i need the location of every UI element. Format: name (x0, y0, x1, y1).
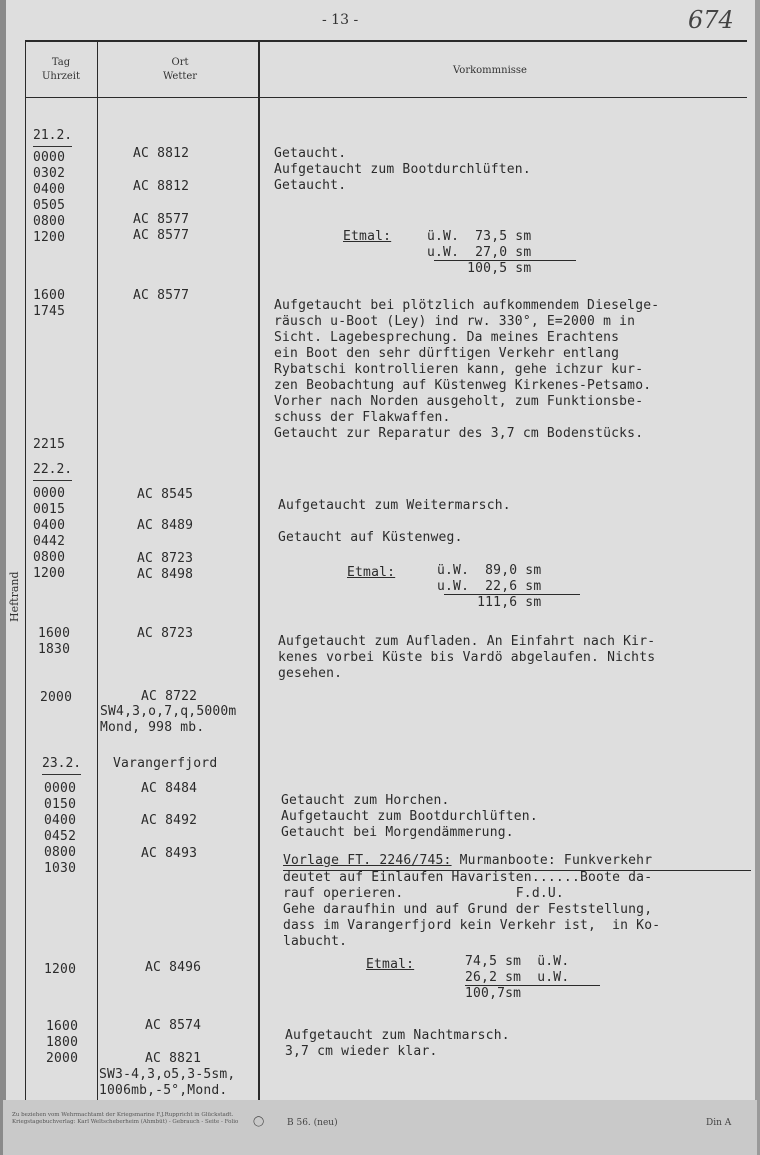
event-block-horchen: Getaucht zum Horchen. Aufgetaucht zum Bootdurchlüften. Getaucht bei Morgendämmerung. (281, 793, 538, 840)
table-left-border (25, 40, 26, 1100)
position-ac-8821: AC 8821 (145, 1051, 202, 1066)
position-ac-8577-c: AC 8577 (133, 288, 190, 303)
footer-paper-size: Din A (706, 1118, 732, 1128)
event-kuestenweg: Getaucht auf Küstenweg. (278, 530, 463, 545)
footer-imprint: Zu beziehen vom Wehrmachtamt der Kriegsmarine F.J.Ruppricht in Glückstadt. Kriegstagebuchverlag: Karl Weltscheberheim (Ahmbüt) - Gebrauch - Seite - Folio (12, 1112, 239, 1125)
position-ac-8722: AC 8722 (141, 689, 198, 704)
position-ac-8577-pair: AC 8577 AC 8577 (133, 212, 190, 243)
etmal-values-2: ü.W. 89,0 sm u.W. 22,6 sm 111,6 sm (437, 563, 542, 610)
position-ac-8723-b: AC 8723 (137, 626, 194, 641)
footer-form-code: B 56. (neu) (287, 1118, 338, 1128)
date-22-2: 22.2. (33, 462, 73, 477)
date-21-2: 21.2. (33, 128, 73, 143)
position-ac-8489: AC 8489 (137, 518, 194, 533)
weather-22-2: SW4,3,o,7,q,5000m Mond, 998 mb. (100, 704, 237, 735)
event-block-1: Getaucht. Aufgetaucht zum Bootdurchlüften. Getaucht. (274, 146, 531, 193)
event-block-nachtmarsch: Aufgetaucht zum Nachtmarsch. 3,7 cm wieder klar. (285, 1028, 510, 1059)
event-block-aufladen: Aufgetaucht zum Aufladen. An Einfahrt nach Kir- kenes vorbei Küste bis Vardö abgelaufen. Nichts gesehen. (278, 634, 656, 681)
event-weitermarsch: Aufgetaucht zum Weitermarsch. (278, 498, 511, 513)
weather-23-2: SW3-4,3,o5,3-5sm, 1006mb,-5°,Mond. (99, 1067, 236, 1098)
times-1600-1830: 1600 1830 (38, 626, 71, 657)
etmal-sum-rule-3 (465, 985, 600, 986)
vorlage-ft-reference: Vorlage FT. 2246/745: (283, 853, 452, 868)
time-1200-c: 1200 (44, 962, 77, 977)
etmal-label-3: Etmal: (366, 957, 415, 972)
header-ort-wetter: Ort Wetter (162, 57, 198, 82)
position-ac-8492: AC 8492 (141, 813, 198, 828)
archive-number: 674 (688, 6, 734, 34)
event-block-havaristen: deutet auf Einlaufen Havaristen......Boote da- rauf operieren. F.d.U. Gehe daraufhin und auf Grund der Feststellung, dass im Varangerfjord kein Verkehr ist, in Ko- labucht. (283, 870, 661, 949)
position-ac-8812-b: AC 8812 (133, 179, 190, 194)
page-edge-left (0, 0, 6, 1155)
vorlage-ft-text: Murmanboote: Funkverkehr (451, 853, 653, 868)
page-footer-strip (3, 1100, 757, 1155)
position-ac-8484: AC 8484 (141, 781, 198, 796)
footer-circle-mark: ◯ (253, 1116, 265, 1127)
event-vorlage-ft (283, 853, 652, 869)
times-block-3: 0000 0150 0400 0452 0800 1030 (44, 781, 77, 876)
etmal-label-2: Etmal: (347, 565, 396, 580)
header-bottom-rule (25, 97, 747, 98)
times-block-1: 0000 0302 0400 0505 0800 1200 (33, 150, 66, 245)
times-1600-1745: 1600 1745 (33, 288, 66, 319)
page-edge-right (755, 0, 760, 1155)
place-varangerfjord: Varangerfjord (113, 756, 218, 771)
etmal-sum-rule-1 (434, 260, 576, 261)
table-top-rule (25, 40, 747, 42)
position-ac-8574: AC 8574 (145, 1018, 202, 1033)
header-tag-uhrzeit: Tag Uhrzeit (41, 57, 81, 82)
page-number: - 13 - (322, 12, 359, 28)
etmal-values-1: ü.W. 73,5 sm u.W. 27,0 sm 100,5 sm (427, 229, 532, 276)
time-2000-a: 2000 (40, 690, 73, 705)
column-divider-2 (258, 40, 260, 1100)
date-23-2: 23.2. (42, 756, 82, 771)
position-ac-8493: AC 8493 (141, 846, 198, 861)
etmal-sum-rule-2 (444, 594, 580, 595)
header-vorkommnisse: Vorkommnisse (453, 65, 527, 76)
event-block-2: Aufgetaucht bei plötzlich aufkommendem Dieselge- räusch u-Boot (Ley) ind rw. 330°, E=2000 m in Sicht. Lagebesprechung. Da meines Erachtens ein Boot den sehr dürftigen Verkehr entlang Rybatschi kontrollieren kann, gehe ichzur kur- zen Beobachtung auf Küstenweg Kirkenes-Petsamo. Vorher nach Norden ausgeholt, zum Funktionsbe- schuss der Flakwaffen. Getaucht zur Reparatur des 3,7 cm Bodenstücks. (274, 298, 660, 441)
times-block-2: 0000 0015 0400 0442 0800 1200 (33, 486, 66, 581)
times-1600-1800-2000: 1600 1800 2000 (46, 1019, 79, 1066)
position-ac-8545: AC 8545 (137, 487, 194, 502)
etmal-values-3: 74,5 sm ü.W. 26,2 sm u.W. 100,7sm (465, 954, 570, 1001)
position-ac-8812-a: AC 8812 (133, 146, 190, 161)
position-ac-8496: AC 8496 (145, 960, 202, 975)
etmal-label-1: Etmal: (343, 229, 392, 244)
margin-label: Heftrand (8, 571, 21, 622)
position-ac-8723-8498: AC 8723 AC 8498 (137, 551, 194, 582)
column-divider-1 (97, 40, 98, 1100)
time-2215: 2215 (33, 437, 66, 452)
